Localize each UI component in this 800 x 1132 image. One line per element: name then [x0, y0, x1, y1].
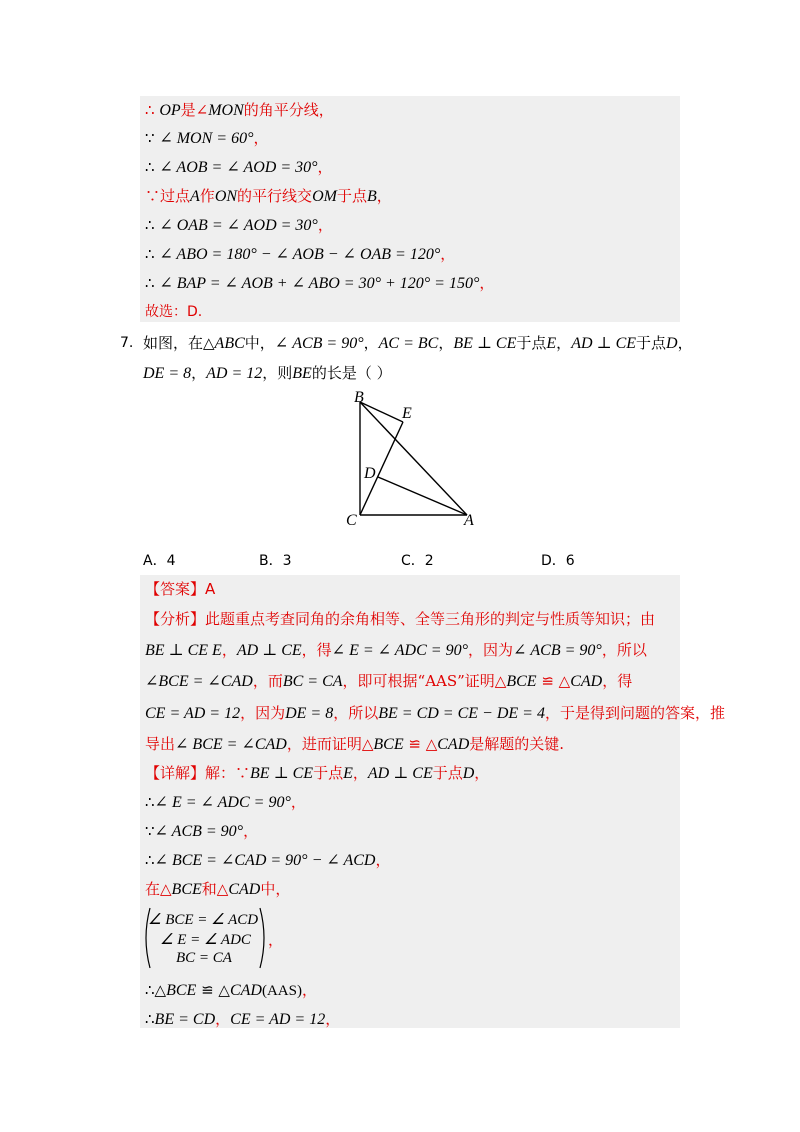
- segment-ad: [378, 477, 467, 515]
- math: CE = AD = 12: [230, 1011, 326, 1028]
- text: ∴: [145, 851, 155, 869]
- math: ∠BCE = ∠CAD: [145, 673, 253, 690]
- text: ∴: [145, 1010, 155, 1028]
- math: ∠ E = ∠ ADC = 90°: [154, 794, 291, 811]
- math: D: [666, 335, 678, 352]
- text: 的角平分线，: [243, 101, 334, 119]
- detail-line-7: [145, 980, 317, 1001]
- text: 导出: [145, 735, 176, 753]
- math: ON: [214, 188, 238, 205]
- text: ，则: [262, 364, 293, 382]
- math: BE: [292, 365, 312, 382]
- text: ，所以: [601, 641, 647, 659]
- text: ，: [352, 764, 368, 782]
- text: ，: [253, 129, 269, 147]
- text: ≌ △: [403, 735, 438, 753]
- text: ，: [363, 334, 379, 352]
- top-line-8: [145, 302, 202, 322]
- analysis-tag: 【分析】: [145, 610, 206, 628]
- text: ，: [479, 274, 495, 292]
- text: 的平行线交: [237, 187, 313, 205]
- math: AD ⊥ CE: [367, 765, 433, 782]
- label-e: E: [402, 405, 412, 422]
- top-line-2: [145, 128, 268, 149]
- text: ，: [325, 1010, 341, 1028]
- text: ∴: [145, 793, 155, 811]
- math: ∠ ABO = 180° − ∠ AOB − ∠ OAB = 120°: [159, 246, 441, 263]
- math: ABC: [214, 335, 245, 352]
- text: 故选：D.: [145, 304, 203, 320]
- detail-line-4: [145, 850, 391, 871]
- text: 在△: [145, 880, 172, 898]
- analysis-line-3: [145, 671, 632, 692]
- detail-line-8: [145, 1009, 340, 1030]
- text: 于点: [432, 764, 463, 782]
- text: 是解题的关键.: [469, 735, 565, 753]
- math: BCE: [166, 982, 197, 999]
- text: ，: [556, 334, 572, 352]
- triangle-figure: [340, 388, 490, 528]
- text: ∴: [145, 216, 160, 234]
- text: ，因为: [467, 641, 513, 659]
- analysis-line-5: [145, 734, 564, 755]
- math: DE = 8: [285, 705, 334, 722]
- math: BE ⊥ CE: [250, 765, 314, 782]
- label-a: A: [464, 512, 474, 528]
- text: ，: [191, 364, 207, 382]
- text: 于点: [516, 334, 547, 352]
- text: 和△: [201, 880, 229, 898]
- math: ∠ OAB = ∠ AOD = 30°: [159, 217, 318, 234]
- segment-ba: [360, 402, 467, 515]
- text: ，: [317, 216, 333, 234]
- text: (AAS): [261, 983, 302, 999]
- math: BE ⊥ CE: [453, 335, 517, 352]
- text: 的长是（ ）: [311, 364, 392, 382]
- system-eq-1: ∠ BCE = ∠ ACD: [148, 912, 259, 928]
- top-line-1: [145, 100, 334, 121]
- system-eq-3: BC = CA: [176, 950, 232, 966]
- text: ∴: [145, 274, 160, 292]
- text: 作: [199, 187, 215, 205]
- analysis-line-2: [145, 640, 647, 661]
- detail-line-3: [145, 821, 258, 842]
- text: ，而: [252, 672, 283, 690]
- top-line-5: [145, 215, 333, 236]
- text: ∴: [145, 245, 160, 263]
- math: ∠ ACB = 90°: [512, 642, 602, 659]
- math: BE = CD = CE − DE = 4: [378, 705, 545, 722]
- top-line-7: [145, 273, 494, 294]
- label-c: C: [346, 512, 357, 528]
- text: ∵过点: [145, 187, 191, 205]
- math: A: [190, 188, 200, 205]
- text: ，: [215, 1010, 231, 1028]
- text: ，: [438, 334, 454, 352]
- math: E: [343, 765, 353, 782]
- text: 此题重点考查同角的余角相等、全等三角形的判定与性质等知识；由: [205, 610, 656, 628]
- text: ，: [317, 158, 333, 176]
- math: DE = 8: [143, 365, 192, 382]
- math: BC = CA: [282, 673, 343, 690]
- text: ≌ △: [536, 672, 571, 690]
- text: ，: [221, 641, 237, 659]
- math: ∠ ACB = 90°: [154, 823, 244, 840]
- text: ，得: [301, 641, 332, 659]
- answer-value: A: [205, 580, 216, 598]
- math: CAD: [437, 736, 470, 753]
- system-comma: ，: [268, 931, 284, 949]
- text: ，所以: [333, 704, 379, 722]
- text: 中，: [244, 334, 275, 352]
- text: ∴△: [145, 981, 167, 999]
- math: AC = BC: [378, 335, 439, 352]
- math: CE = AD = 12: [145, 705, 241, 722]
- math: BE = CD: [154, 1011, 216, 1028]
- text: 于点: [336, 187, 367, 205]
- text: ∴: [145, 101, 160, 119]
- detail-line-1: [145, 763, 489, 784]
- math: CAD: [570, 673, 603, 690]
- math: D: [462, 765, 475, 782]
- math: OP: [159, 102, 181, 119]
- analysis-line-4: [145, 703, 725, 724]
- text: ，: [440, 245, 456, 263]
- math: BCE: [171, 881, 202, 898]
- text: ≌ △: [196, 981, 230, 999]
- option-c[interactable]: C．2: [401, 553, 434, 569]
- option-a[interactable]: A．4: [143, 553, 176, 569]
- text: ，进而证明△: [286, 735, 374, 753]
- label-d: D: [364, 465, 376, 482]
- text: ，: [243, 822, 259, 840]
- top-line-6: [145, 244, 455, 265]
- analysis-line-1: [145, 609, 655, 629]
- text: ，因为: [240, 704, 286, 722]
- math: ∠ BCE = ∠CAD: [175, 736, 287, 753]
- option-b[interactable]: B．3: [259, 553, 292, 569]
- math: BE ⊥ CE E: [145, 642, 222, 659]
- text: 于点: [636, 334, 667, 352]
- segment-be: [360, 402, 403, 422]
- text: ，: [290, 793, 306, 811]
- math: E: [546, 335, 557, 352]
- math: CAD: [229, 982, 262, 999]
- text: ∵: [145, 822, 155, 840]
- math: AD ⊥ CE: [571, 335, 637, 352]
- math: ∠ AOB = ∠ AOD = 30°: [159, 159, 318, 176]
- text: ，: [474, 764, 490, 782]
- math: ∠ E = ∠ ADC = 90°: [331, 642, 468, 659]
- text: 是∠: [180, 101, 209, 119]
- text: ，: [677, 334, 693, 352]
- question-number: 7.: [120, 335, 134, 351]
- text: ，即可根据“AAS”证明△: [342, 672, 507, 690]
- system-eq-2: ∠ E = ∠ ADC: [160, 932, 251, 948]
- text: ，: [301, 981, 317, 999]
- answer-tag: 【答案】: [145, 580, 206, 598]
- detail-line-2: [145, 792, 306, 813]
- math: ∠ MON = 60°: [159, 130, 254, 147]
- text: ，于是得到问题的答案，推: [544, 704, 725, 722]
- math: MON: [208, 102, 244, 119]
- text: 于点: [313, 764, 344, 782]
- option-d[interactable]: D．6: [541, 553, 575, 569]
- math: CAD: [228, 881, 261, 898]
- text: ，得: [602, 672, 633, 690]
- detail-line-5: [145, 879, 290, 900]
- math: AD = 12: [206, 365, 263, 382]
- math: BCE: [373, 736, 404, 753]
- text: ，: [375, 851, 391, 869]
- answer-line: [145, 579, 215, 599]
- text: ，: [376, 187, 392, 205]
- top-line-3: [145, 157, 333, 178]
- math: OM: [312, 188, 337, 205]
- math: ∠ BAP = ∠ AOB + ∠ ABO = 30° + 120° = 150°: [159, 275, 480, 292]
- math: AD ⊥ CE: [236, 642, 302, 659]
- text: 如图，在△: [143, 334, 215, 352]
- math: ∠ BCE = ∠CAD = 90° − ∠ ACD: [154, 852, 376, 869]
- text: ∵: [145, 129, 160, 147]
- detail-tag: 【详解】: [145, 764, 206, 782]
- text: 中，: [260, 880, 291, 898]
- question-line-2: [143, 363, 392, 384]
- text: 解：∵: [205, 764, 251, 782]
- math: ∠ ACB = 90°: [274, 335, 364, 352]
- text: ∴: [145, 158, 160, 176]
- top-line-4: [145, 186, 392, 207]
- math: BCE: [506, 673, 537, 690]
- math: B: [366, 188, 377, 205]
- question-line-1: [143, 333, 693, 354]
- label-b: B: [354, 389, 364, 406]
